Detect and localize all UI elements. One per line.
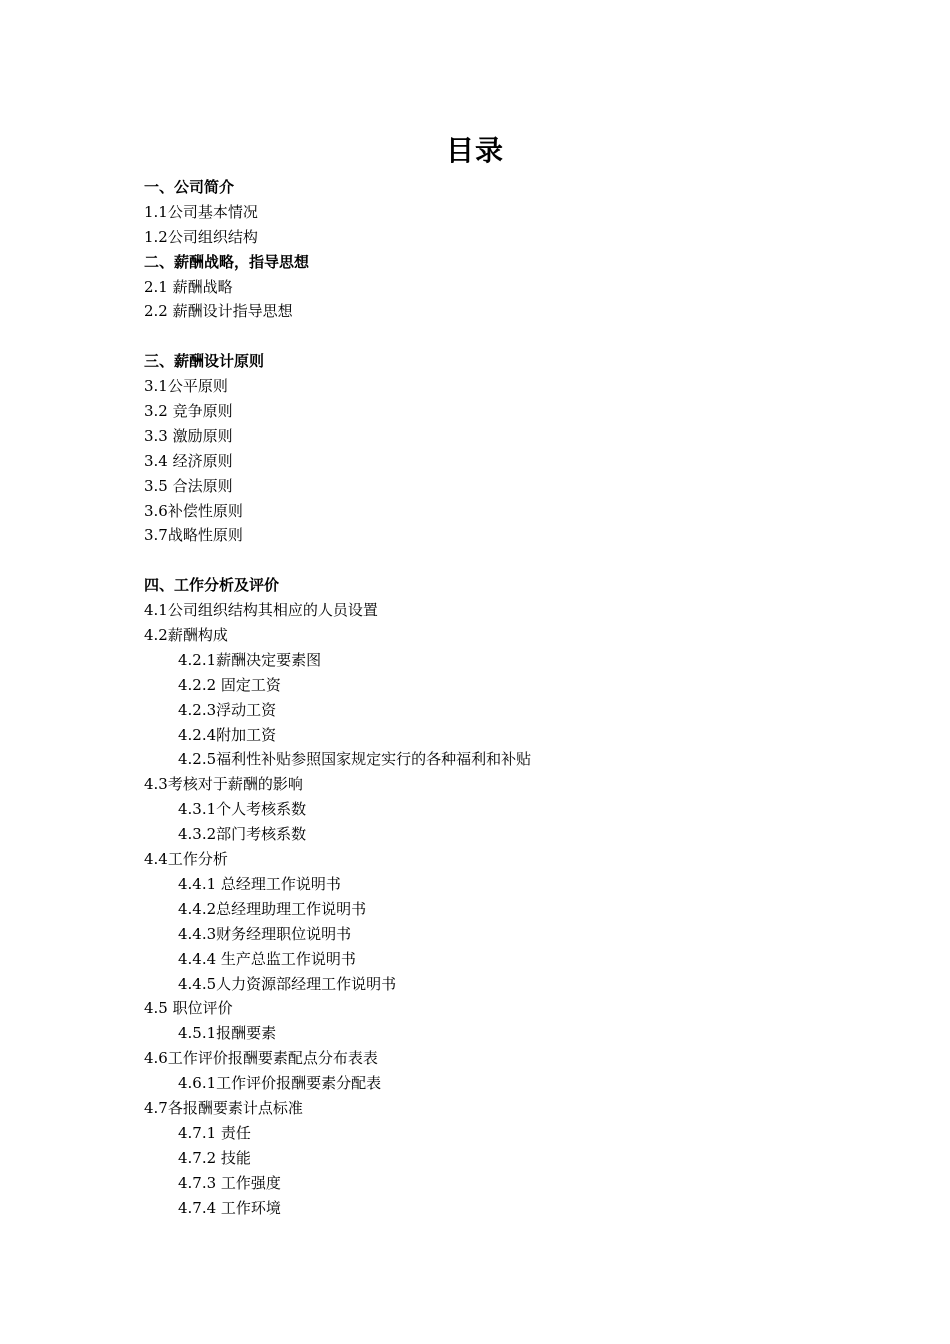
toc-item: 4.2薪酬构成: [144, 626, 228, 645]
toc-item: 4.1公司组织结构其相应的人员设置: [144, 601, 378, 620]
toc-subitem: 4.7.3 工作强度: [178, 1173, 281, 1192]
toc-subitem: 4.6.1工作评价报酬要素分配表: [178, 1074, 382, 1093]
toc-heading-1: 一、公司简介: [144, 178, 235, 196]
toc-item: 3.5 合法原则: [144, 476, 233, 495]
blank-line: [144, 548, 844, 573]
toc-item: 3.1公平原则: [144, 377, 228, 396]
toc-subitem: 4.4.2总经理助理工作说明书: [178, 899, 367, 918]
toc-item: 4.3考核对于薪酬的影响: [144, 775, 303, 794]
toc-subitem: 4.2.5福利性补贴参照国家规定实行的各种福利和补贴: [178, 750, 532, 769]
toc-item: 1.2公司组织结构: [144, 227, 258, 246]
toc-subitem: 4.3.2部门考核系数: [178, 825, 307, 844]
toc-item: 1.1公司基本情况: [144, 202, 258, 221]
blank-line: [144, 324, 844, 349]
toc-item: 3.4 经济原则: [144, 451, 233, 470]
toc-item: 2.1 薪酬战略: [144, 277, 233, 296]
toc-subitem: 4.4.3财务经理职位说明书: [178, 924, 352, 943]
toc-item: 3.2 竞争原则: [144, 402, 233, 421]
toc-item: 4.4工作分析: [144, 850, 228, 869]
toc-item: 4.7各报酬要素计点标准: [144, 1098, 303, 1117]
toc-subitem: 4.4.1 总经理工作说明书: [178, 874, 341, 893]
toc-heading-2: 二、薪酬战略，指导思想: [144, 252, 310, 271]
toc-subitem: 4.4.5人力资源部经理工作说明书: [178, 974, 397, 993]
toc-subitem: 4.2.1薪酬决定要素图: [178, 650, 322, 669]
toc-item: 4.5 职位评价: [144, 999, 233, 1018]
toc-subitem: 4.2.3浮动工资: [178, 700, 277, 719]
page-title: 目录: [445, 134, 504, 167]
toc-item: 3.6补偿性原则: [144, 501, 243, 520]
toc-item: 2.2 薪酬设计指导思想: [144, 302, 293, 321]
toc-heading-4: 四、工作分析及评价: [144, 576, 280, 595]
toc-item: 3.7战略性原则: [144, 526, 243, 545]
toc-item: 3.3 激励原则: [144, 426, 233, 445]
toc-subitem: 4.2.2 固定工资: [178, 675, 281, 694]
toc-subitem: 4.4.4 生产总监工作说明书: [178, 949, 356, 968]
toc-item: 4.6工作评价报酬要素配点分布表表: [144, 1049, 378, 1068]
toc-heading-3: 三、薪酬设计原则: [144, 352, 265, 371]
toc-subitem: 4.5.1报酬要素: [178, 1024, 277, 1043]
table-of-contents: [144, 175, 844, 1220]
toc-subitem: 4.3.1个人考核系数: [178, 800, 307, 819]
toc-subitem: 4.7.4 工作环境: [178, 1198, 281, 1217]
toc-subitem: 4.7.2 技能: [178, 1148, 251, 1167]
toc-subitem: 4.2.4附加工资: [178, 725, 277, 744]
toc-subitem: 4.7.1 责任: [178, 1123, 251, 1142]
